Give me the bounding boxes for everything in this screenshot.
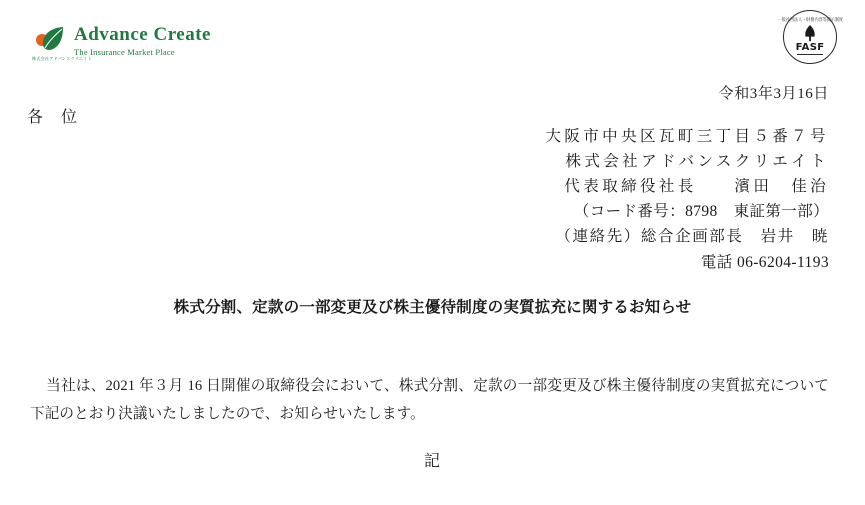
fasf-badge-name: FASF bbox=[795, 41, 825, 53]
ki-mark: 記 bbox=[423, 453, 441, 470]
sender-phone: 電話 06-6204-1193 bbox=[700, 253, 829, 271]
logo-tagline: The Insurance Market Place bbox=[74, 46, 175, 57]
company-logo bbox=[32, 22, 211, 62]
sender-representative: 代表取締役社長 濱田 佳治 bbox=[564, 178, 829, 196]
sender-company: 株式会社アドバンスクリエイト bbox=[565, 153, 829, 171]
logo-leaf-icon bbox=[40, 26, 66, 52]
sender-code: （コード番号：8798 東証第一部） bbox=[573, 203, 829, 221]
addressee: 各 位 bbox=[27, 109, 79, 126]
logo-wordmark bbox=[74, 25, 211, 57]
body-paragraph-text: 当社は、2021 年３月 16 日開催の取締役会において、株式分割、定款の一部変更及び株主優待制度の実質拡充について下記のとおり決議いたしましたので、お知らせいたします。 bbox=[30, 378, 829, 423]
fasf-badge bbox=[777, 10, 843, 64]
sender-block bbox=[545, 124, 829, 275]
fasf-badge-divider bbox=[797, 54, 823, 55]
logo-fine-print: 株式会社アドバンスクリエイト bbox=[32, 56, 92, 61]
logo-mark-icon bbox=[32, 22, 92, 62]
body-paragraph bbox=[30, 372, 829, 429]
document-date: 令和3年3月16日 bbox=[718, 86, 829, 102]
page-title: 株式分割、定款の一部変更及び株主優待制度の実質拡充に関するお知らせ bbox=[173, 299, 692, 316]
sender-address: 大阪市中央区瓦町三丁目５番７号 bbox=[545, 128, 829, 145]
fasf-badge-top-text: 一般社団法人・財務内容等開示制度 bbox=[777, 18, 843, 24]
sender-contact: （連絡先）総合企画部長 岩井 暁 bbox=[555, 228, 829, 246]
logo-company-name: Advance Create bbox=[74, 24, 211, 45]
fasf-leaf-icon bbox=[801, 25, 819, 42]
